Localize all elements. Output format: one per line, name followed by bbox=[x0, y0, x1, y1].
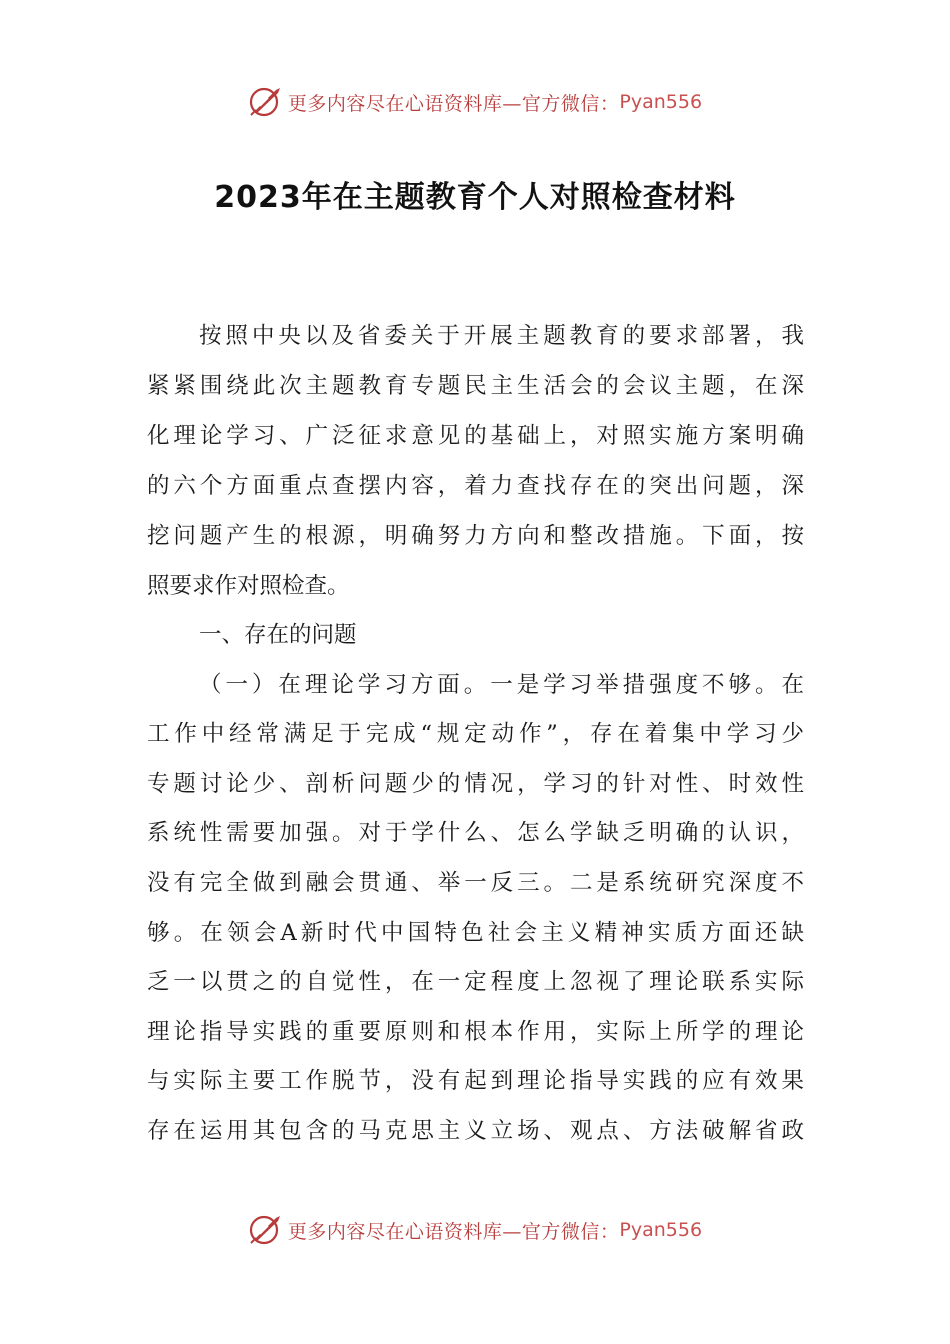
paragraph-line: （一）在理论学习方面。一是学习举措强度不够。在 bbox=[199, 672, 804, 698]
paragraph-line: 存在运用其包含的马克思主义立场、观点、方法破解省政 bbox=[147, 1118, 804, 1144]
paragraph-line: 系统性需要加强。对于学什么、怎么学缺乏明确的认识， bbox=[147, 820, 804, 846]
header-banner bbox=[0, 82, 950, 122]
banner-text: 更多内容尽在心语资料库—官方微信： bbox=[287, 1220, 620, 1243]
banner-contact: Pyan556 bbox=[619, 1219, 703, 1241]
paragraph-line: 够。在领会A新时代中国特色社会主义精神实质方面还缺 bbox=[147, 920, 804, 946]
paragraph-line: 与实际主要工作脱节，没有起到理论指导实践的应有效果 bbox=[147, 1068, 804, 1094]
paragraph-line: 乏一以贯之的自觉性，在一定程度上忽视了理论联系实际 bbox=[147, 969, 804, 995]
section-heading: 一、存在的问题 bbox=[199, 622, 357, 648]
paragraph-line: 挖问题产生的根源，明确努力方向和整改措施。下面，按 bbox=[147, 523, 804, 549]
page-title: 2023年在主题教育个人对照检查材料 bbox=[214, 180, 736, 215]
banner-text: 更多内容尽在心语资料库—官方微信： bbox=[287, 92, 620, 115]
paragraph-line: 按照中央以及省委关于开展主题教育的要求部署，我 bbox=[199, 323, 804, 349]
paragraph-line: 理论指导实践的重要原则和根本作用，实际上所学的理论 bbox=[147, 1019, 804, 1045]
paragraph-line: 工作中经常满足于完成“规定动作”，存在着集中学习少 bbox=[147, 721, 804, 747]
paragraph-line: 没有完全做到融会贯通、举一反三。二是系统研究深度不 bbox=[147, 870, 804, 896]
paragraph-line: 的六个方面重点查摆内容，着力查找存在的突出问题，深 bbox=[147, 473, 804, 499]
banner-contact: Pyan556 bbox=[619, 91, 703, 113]
paragraph-line: 化理论学习、广泛征求意见的基础上，对照实施方案明确 bbox=[147, 423, 804, 449]
paragraph-line: 照要求作对照检查。 bbox=[147, 573, 350, 599]
paragraph-line: 专题讨论少、剖析问题少的情况，学习的针对性、时效性 bbox=[147, 771, 804, 797]
paragraph-line: 紧紧围绕此次主题教育专题民主生活会的会议主题，在深 bbox=[147, 373, 804, 399]
quill-logo-icon bbox=[248, 84, 284, 120]
quill-logo-icon bbox=[248, 1212, 284, 1248]
footer-banner bbox=[0, 1210, 950, 1250]
